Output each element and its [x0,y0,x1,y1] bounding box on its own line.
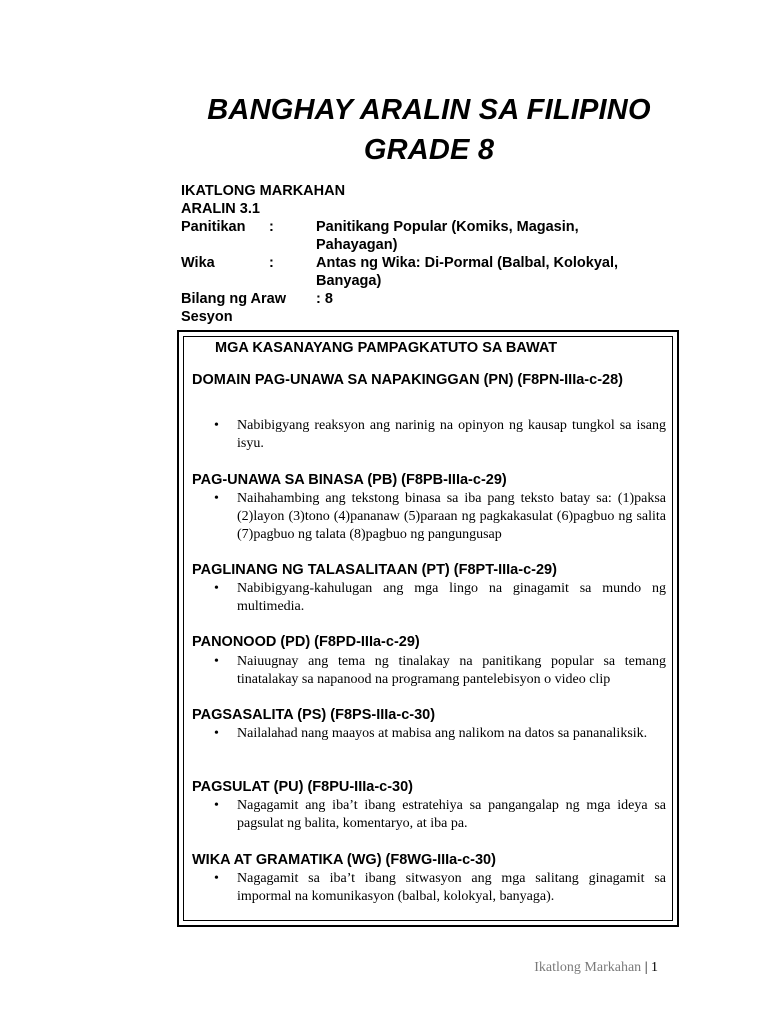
item-text: Naihahambing ang tekstong binasa sa iba pang teksto batay sa: (1)paksa (2)layon (3)tono (4)pananaw (5)paraan ng pagkakasulat (6)pagbuo ng salita (7)pagbuo ng talata (8)pagbuo ng pangungusap [237,491,666,542]
domain-item-ps [214,725,666,743]
quarter-label: IKATLONG MARKAHAN [181,183,346,199]
wika-row [181,254,681,290]
panitikan-row [181,218,681,254]
bilang-row [181,290,681,308]
item-text: Nailalahad nang maayos at mabisa ang nalikom na datos sa pananaliksik. [237,726,648,741]
document-title: BANGHAY ARALIN SA FILIPINO [207,94,651,126]
panitikan-colon: : [269,219,274,235]
bullet-icon: • [214,798,219,813]
page-footer [534,960,658,976]
item-text: Nabibigyang-kahulugan ang mga lingo na ginagamit sa mundo ng multimedia. [237,581,666,614]
lesson-number: ARALIN 3.1 [181,201,260,217]
bullet-icon: • [214,418,219,433]
bullet-icon: • [214,726,219,741]
domain-item-pt [214,580,666,616]
domain-item-pu [214,797,666,833]
domain-title-pu: PAGSULAT (PU) (F8PU-IIIa-c-30) [192,779,414,795]
document-subtitle-grade: GRADE 8 [363,134,495,166]
wika-label: Wika [181,255,215,271]
footer-separator: | [644,960,648,975]
domain-item-pb [214,490,666,544]
domain-title-pb: PAG-UNAWA SA BINASA (PB) (F8PB-IIIa-c-29) [192,472,507,488]
domain-item-pd [214,653,666,689]
domain-title-pd: PANONOOD (PD) (F8PD-IIIa-c-29) [192,634,420,650]
domain-title-pn: DOMAIN PAG-UNAWA SA NAPAKINGGAN (PN) (F8PN-IIIa-c-28) [192,372,623,388]
lesson-meta [181,182,681,326]
bilang-value: : 8 [316,291,333,307]
wika-colon: : [269,255,274,271]
wika-value: Antas ng Wika: Di-Pormal (Balbal, Kolokyal, Banyaga) [316,255,619,289]
item-text: Nagagamit sa iba’t ibang sitwasyon ang mga salitang ginagamit sa impormal na komunikasyon (balbal, kolokyal, banyaga). [237,871,666,904]
panitikan-label: Panitikan [181,219,246,235]
item-text: Nabibigyang reaksyon ang narinig na opinyon ng kausap tungkol sa isang isyu. [237,418,666,451]
item-text: Nagagamit ang iba’t ibang estratehiya sa pangangalap ng mga ideya sa pagsulat ng balita, komentaryo, at iba pa. [237,798,666,831]
domain-title-ps: PAGSASALITA (PS) (F8PS-IIIa-c-30) [192,707,436,723]
bullet-icon: • [214,581,219,596]
panitikan-value: Panitikang Popular (Komiks, Magasin, Pahayagan) [316,219,579,253]
bullet-icon: • [214,654,219,669]
footer-label: Ikatlong Markahan [534,960,642,975]
page-number: 1 [651,960,658,975]
bullet-icon: • [214,491,219,506]
domain-item-wg [214,870,666,906]
item-text: Naiuugnay ang tema ng tinalakay na panitikang popular sa temang tinatalakay sa napanood na programang pantelebisyon o video clip [237,654,666,687]
domain-title-wg: WIKA AT GRAMATIKA (WG) (F8WG-IIIa-c-30) [192,852,496,868]
domain-item-pn [214,417,666,453]
competencies-header: MGA KASANAYANG PAMPAGKATUTO SA BAWAT [215,340,558,356]
bilang-label: Bilang ng Araw [181,291,286,307]
domain-title-pt: PAGLINANG NG TALASALITAAN (PT) (F8PT-IIIa-c-29) [192,562,557,578]
bullet-icon: • [214,871,219,886]
sesyon-label: Sesyon [181,309,233,325]
